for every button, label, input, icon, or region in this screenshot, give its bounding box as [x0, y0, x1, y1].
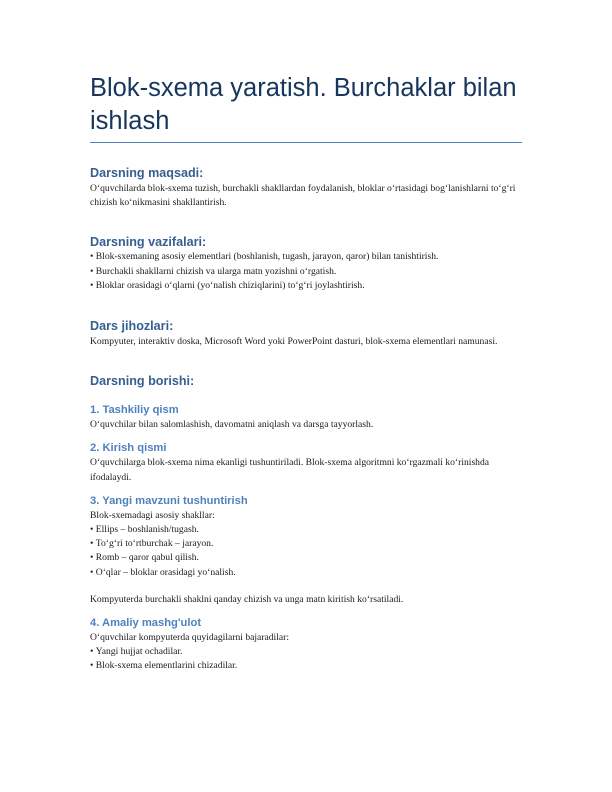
list-item: • Burchakli shakllarni chizish va ularga matn yozishni o‘rgatish. [90, 265, 522, 279]
yangi-mavzu-intro: Blok-sxemadagi asosiy shakllar: [90, 509, 215, 521]
document-body [90, 72, 522, 674]
vazifalar-list [90, 250, 522, 293]
heading-tashkiliy: 1. Tashkiliy qism [90, 404, 179, 417]
heading-vazifalar: Darsning vazifalari: [90, 235, 207, 250]
maqsad-text: O‘quvchilarda blok-sxema tuzish, burchakli shakllardan foydalanish, bloklar o‘rtasidagi bog‘lanishlarni to‘g‘ri chizish ko‘nikmasini shakllantirish. [90, 183, 516, 209]
list-item: • Ellips – boshlanish/tugash. [90, 523, 522, 537]
shakllar-list [90, 523, 522, 580]
document-title: Blok-sxema yaratish. Burchaklar bilan ishlash [90, 74, 517, 135]
list-item: • Bloklar orasidagi o‘qlarni (yo‘nalish chiziqlarini) to‘g‘ri joylashtirish. [90, 279, 522, 293]
list-item: • Blok-sxema elementlarini chizadilar. [90, 659, 522, 673]
heading-borishi: Darsning borishi: [90, 374, 195, 389]
amaliy-list [90, 645, 522, 673]
kirish-text: O‘quvchilarga blok-sxema nima ekanligi tushuntiriladi. Blok-sxema algoritmni ko‘rgazmali ko‘rinishda ifodalaydi. [90, 457, 490, 483]
heading-maqsad: Darsning maqsadi: [90, 166, 204, 180]
list-item: • O‘qlar – bloklar orasidagi yo‘nalish. [90, 566, 522, 580]
heading-amaliy: 4. Amaliy mashg'ulot [90, 617, 202, 630]
list-item: • Yangi hujjat ochadilar. [90, 645, 522, 659]
heading-kirish: 2. Kirish qismi [90, 442, 167, 455]
list-item: • Blok-sxemaning asosiy elementlari (boshlanish, tugash, jarayon, qaror) bilan tanishtirish. [90, 250, 522, 264]
list-item: • Romb – qaror qabul qilish. [90, 551, 522, 565]
yangi-mavzu-outro: Kompyuterda burchakli shaklni qanday chizish va unga matn kiritish ko‘rsatiladi. [90, 593, 404, 605]
heading-jihozlar: Dars jihozlari: [90, 319, 174, 334]
amaliy-intro: O‘quvchilar kompyuterda quyidagilarni bajaradilar: [90, 632, 290, 644]
jihozlar-text: Kompyuter, interaktiv doska, Microsoft Word yoki PowerPoint dasturi, blok-sxema elementlari namunasi. [90, 336, 498, 348]
tashkiliy-text: O‘quvchilar bilan salomlashish, davomatni aniqlash va darsga tayyorlash. [90, 419, 374, 431]
title-underline [90, 142, 522, 143]
list-item: • To‘g‘ri to‘rtburchak – jarayon. [90, 537, 522, 551]
heading-yangi-mavzu: 3. Yangi mavzuni tushuntirish [90, 494, 248, 507]
